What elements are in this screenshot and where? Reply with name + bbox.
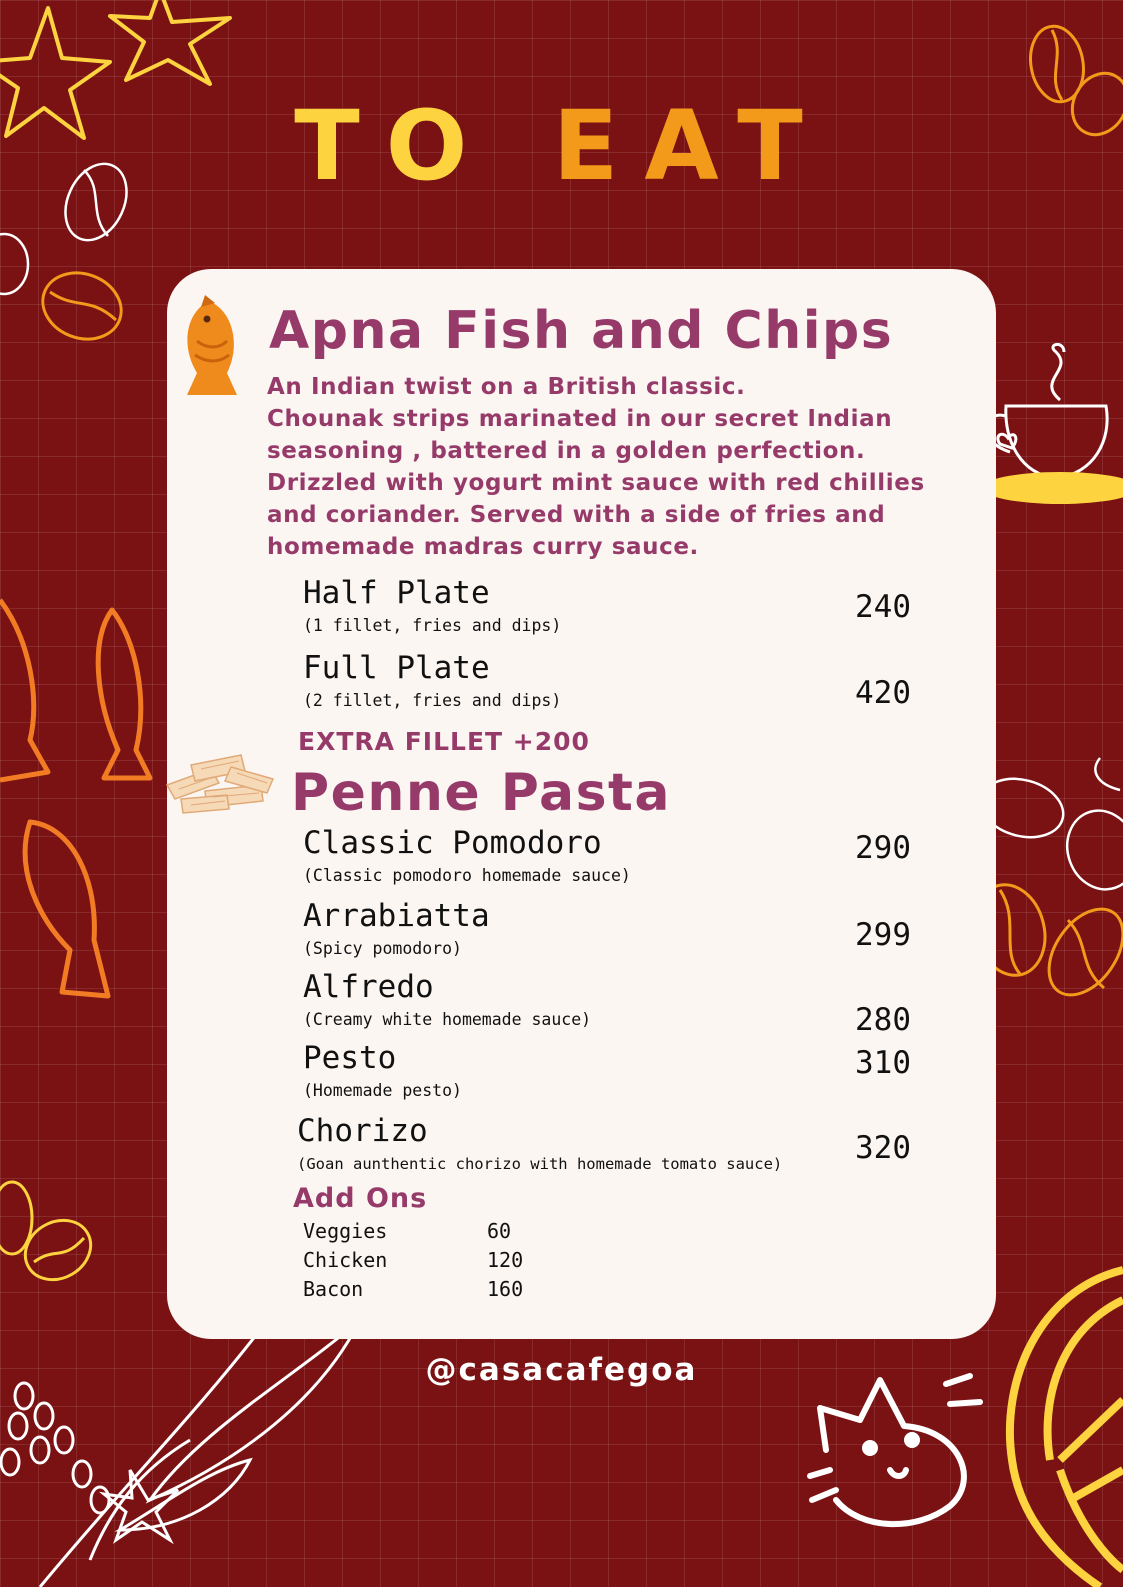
item-name: Arrabiatta	[303, 898, 490, 934]
item-description: (Creamy white homemade sauce)	[303, 1010, 592, 1029]
coffee-bean-icon	[974, 758, 1123, 899]
description-line: and coriander. Served with a side of fries and	[267, 502, 886, 528]
addon-price: 60	[487, 1219, 512, 1243]
item-name: Full Plate	[303, 650, 490, 686]
item-name: Chorizo	[297, 1113, 428, 1149]
penne-pasta-icon	[161, 745, 281, 815]
saucer-shape	[982, 472, 1123, 504]
coffee-bean-icon	[0, 1182, 101, 1291]
item-description: (2 fillet, fries and dips)	[303, 691, 562, 710]
item-description: (Goan aunthentic chorizo with homemade tomato sauce)	[297, 1155, 783, 1173]
star-icon	[110, 0, 230, 84]
extra-fillet-note: EXTRA FILLET +200	[298, 727, 590, 756]
item-price: 280	[855, 1002, 911, 1038]
item-price: 320	[855, 1130, 911, 1166]
description-line: seasoning , battered in a golden perfection.	[267, 438, 866, 464]
description-line: Drizzled with yogurt mint sauce with red chillies	[267, 470, 925, 496]
menu-card	[167, 269, 996, 1339]
addon-row	[303, 1219, 511, 1243]
menu-item-alfredo	[303, 969, 591, 1031]
item-name: Half Plate	[303, 575, 490, 611]
fish-description	[267, 371, 967, 563]
item-price: 299	[855, 917, 911, 953]
lemon-slice-icon	[1010, 1270, 1123, 1587]
item-name: Pesto	[303, 1040, 397, 1076]
page-title	[0, 90, 1123, 202]
item-name: Classic Pomodoro	[303, 825, 602, 861]
addon-name: Veggies	[303, 1219, 388, 1243]
fish-icon	[175, 295, 245, 403]
addon-row	[303, 1277, 523, 1301]
addons-title: Add Ons	[293, 1183, 428, 1214]
description-line: homemade madras curry sauce.	[267, 534, 699, 560]
item-description: (Spicy pomodoro)	[303, 939, 462, 958]
item-price: 290	[855, 830, 911, 866]
cat-face-icon	[810, 1376, 980, 1524]
item-description: (1 fillet, fries and dips)	[303, 616, 562, 635]
item-price: 420	[855, 675, 911, 711]
coffee-bean-icon	[0, 234, 28, 294]
menu-item-classic-pomodoro	[303, 825, 631, 887]
coffee-bean-icon	[33, 262, 130, 350]
title-word-eat: EAT	[552, 90, 829, 202]
addon-price: 120	[487, 1248, 524, 1272]
pasta-section-title: Penne Pasta	[291, 763, 671, 823]
description-line: An Indian twist on a British classic.	[267, 374, 746, 400]
item-description: (Classic pomodoro homemade sauce)	[303, 866, 631, 885]
addon-row	[303, 1248, 523, 1272]
addon-price: 160	[487, 1277, 524, 1301]
title-word-to: TO	[294, 90, 494, 202]
fish-icon	[0, 600, 150, 996]
description-line: Chounak strips marinated in our secret Indian	[267, 406, 893, 432]
menu-item-chorizo	[297, 1113, 782, 1175]
addon-name: Chicken	[303, 1248, 388, 1272]
item-description: (Homemade pesto)	[303, 1081, 462, 1100]
item-price: 240	[855, 589, 911, 625]
item-price: 310	[855, 1045, 911, 1081]
addon-name: Bacon	[303, 1277, 364, 1301]
menu-item-arrabiatta	[303, 898, 490, 960]
menu-item-pesto	[303, 1040, 462, 1102]
social-handle: @casacafegoa	[425, 1352, 698, 1388]
menu-item-half-plate	[303, 575, 561, 637]
menu-item-full-plate	[303, 650, 561, 712]
item-name: Alfredo	[303, 969, 434, 1005]
fish-section-title: Apna Fish and Chips	[269, 301, 894, 361]
coffee-cup-icon	[986, 344, 1107, 478]
